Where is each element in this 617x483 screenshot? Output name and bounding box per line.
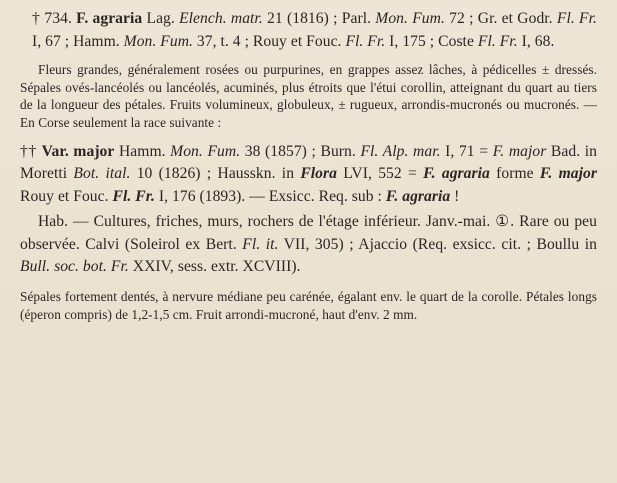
species-description: Fleurs grandes, généralement rosées ou purpurines, en grappes assez lâches, à pédicelles ± dressés. Sépales ovés-lancéolés ou lancéolés, acuminés, plus étroits que l'étui corollin, atteignant du quart au tiers de la longueur des pétales. Fruits volumineux, globuleux, ± rugueux, arrondis-mucronés ou mucronés. — En Corse seulement la race suivante : bbox=[20, 62, 597, 131]
citation-work: Fl. Fr. bbox=[477, 32, 518, 50]
citation-text: 21 (1816) ; Parl. bbox=[262, 10, 376, 27]
citation-work: Fl. Fr. bbox=[556, 10, 597, 27]
citation-work: Mon. Fum. bbox=[375, 10, 445, 27]
variety-name: Var. major bbox=[41, 142, 115, 160]
species-name: F. agraria bbox=[76, 10, 143, 27]
citation-work: Fl. Alp. mar. bbox=[360, 142, 441, 160]
citation-text: Lag. bbox=[142, 10, 180, 27]
citation-text: Rouy et Fouc. bbox=[20, 187, 113, 205]
citation-text: 37, t. 4 ; Rouy et Fouc. bbox=[192, 32, 346, 50]
citation-work: F. agraria bbox=[385, 187, 451, 205]
citation-work: Bot. ital. bbox=[73, 165, 131, 183]
citation-work: Mon. Fum. bbox=[170, 142, 241, 160]
citation-text: I, 176 (1893). — Exsicc. Req. sub : bbox=[154, 187, 386, 205]
citation-text: Bad. in Moretti bbox=[20, 142, 597, 183]
citation-work: Fl. it. bbox=[242, 235, 279, 253]
citation-work: Elench. matr. bbox=[179, 10, 263, 27]
citation-text: LVI, 552 = bbox=[336, 165, 424, 183]
citation-work: Bull. soc. bot. Fr. bbox=[20, 258, 129, 276]
habitat-text: Hab. — Cultures, friches, murs, rochers de l'étage inférieur. Janv.-mai. ①. Rare ou peu observée. Calvi (Soleirol ex Bert. bbox=[20, 213, 597, 253]
citation-work: Fl. Fr. bbox=[112, 187, 155, 205]
citation-text: ! bbox=[450, 187, 460, 205]
notes-paragraph: Sépales fortement dentés, à nervure médiane peu carénée, égalant env. le quart de la corolle. Pétales longs (éperon compris) de 1,2-1,5 cm. Fruit arrondi-mucroné, haut d'env. 2 mm. bbox=[20, 288, 597, 322]
species-number: † 734. bbox=[32, 10, 72, 27]
species-heading bbox=[32, 8, 597, 53]
citation-text: I, 68. bbox=[517, 32, 555, 50]
variety-marker: †† bbox=[20, 142, 42, 160]
citation-text: I, 67 ; Hamm. bbox=[32, 32, 124, 50]
citation-work: Flora bbox=[300, 165, 337, 183]
citation-work: F. major bbox=[492, 142, 547, 160]
habitat-text: VII, 305) ; Ajaccio (Req. exsicc. cit. ; Boullu in bbox=[278, 235, 598, 253]
habitat-text: XXIV, sess. extr. XCVIII). bbox=[128, 258, 301, 276]
habitat-paragraph bbox=[20, 211, 597, 279]
citation-text: 72 ; Gr. et Godr. bbox=[444, 10, 557, 27]
citation-work: Mon. Fum. bbox=[123, 32, 193, 50]
citation-text: 38 (1857) ; Burn. bbox=[240, 142, 361, 160]
citation-work: Fl. Fr. bbox=[345, 32, 386, 50]
citation-text: I, 175 ; Coste bbox=[385, 32, 478, 50]
variety-paragraph bbox=[20, 141, 597, 209]
citation-text: 10 (1826) ; Hausskn. in bbox=[130, 165, 301, 183]
citation-work: F. agraria bbox=[423, 165, 490, 183]
citation-text: I, 71 = bbox=[440, 142, 493, 160]
citation-work: F. major bbox=[539, 165, 597, 183]
citation-text: forme bbox=[489, 165, 540, 183]
citation-text: Hamm. bbox=[114, 142, 171, 160]
